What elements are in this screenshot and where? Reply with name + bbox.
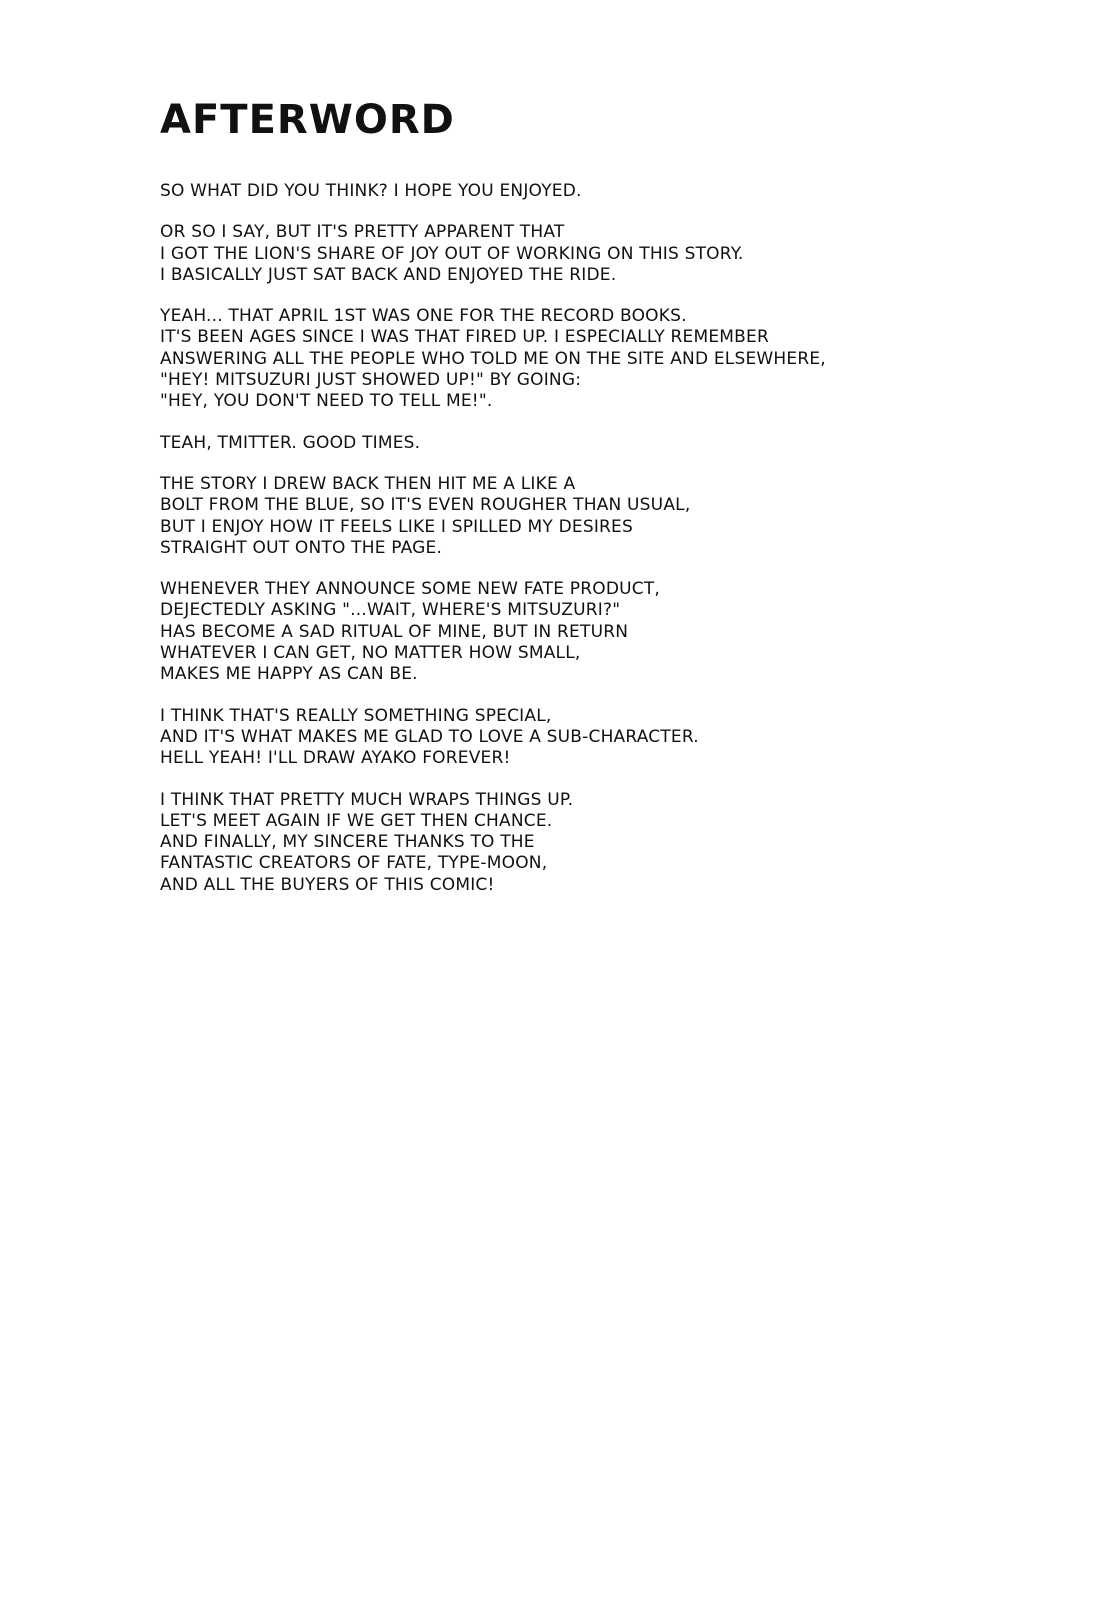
text-line: LET'S MEET AGAIN IF WE GET THEN CHANCE. (160, 810, 553, 831)
text-line: I GOT THE LION'S SHARE OF JOY OUT OF WORKING ON THIS STORY. (160, 243, 744, 264)
text-line: AND FINALLY, MY SINCERE THANKS TO THE (160, 832, 535, 853)
text-line: MAKES ME HAPPY AS CAN BE. (160, 664, 418, 685)
text-line: HAS BECOME A SAD RITUAL OF MINE, BUT IN RETURN (160, 621, 629, 642)
paragraph (160, 433, 1060, 454)
text-line: WHATEVER I CAN GET, NO MATTER HOW SMALL, (160, 643, 581, 664)
text-line: ANSWERING ALL THE PEOPLE WHO TOLD ME ON THE SITE AND ELSEWHERE, (160, 348, 826, 369)
text-line: WHENEVER THEY ANNOUNCE SOME NEW FATE PRODUCT, (160, 579, 661, 600)
text-line: STRAIGHT OUT ONTO THE PAGE. (160, 537, 443, 558)
afterword-body (160, 181, 1060, 916)
text-line: AND IT'S WHAT MAKES ME GLAD TO LOVE A SUB-CHARACTER. (160, 726, 699, 747)
paragraph (160, 790, 1060, 896)
paragraph (160, 181, 1060, 202)
text-line: DEJECTEDLY ASKING "...WAIT, WHERE'S MITSUZURI?" (160, 600, 621, 621)
text-line: HELL YEAH! I'LL DRAW AYAKO FOREVER! (160, 748, 511, 769)
text-line: SO WHAT DID YOU THINK? I HOPE YOU ENJOYED. (160, 181, 582, 201)
paragraph (160, 579, 1060, 685)
text-line: IT'S BEEN AGES SINCE I WAS THAT FIRED UP. I ESPECIALLY REMEMBER (160, 327, 769, 348)
text-line: "HEY, YOU DON'T NEED TO TELL ME!". (160, 391, 493, 412)
paragraph (160, 706, 1060, 770)
text-line: FANTASTIC CREATORS OF FATE, TYPE-MOON, (160, 853, 548, 874)
text-line: TEAH, TMITTER. GOOD TIMES. (160, 432, 421, 453)
text-line: YEAH... THAT APRIL 1ST WAS ONE FOR THE RECORD BOOKS. (160, 306, 687, 327)
paragraph (160, 474, 1060, 559)
text-line: BOLT FROM THE BLUE, SO IT'S EVEN ROUGHER THAN USUAL, (160, 495, 691, 516)
text-line: THE STORY I DREW BACK THEN HIT ME A LIKE A (160, 473, 576, 494)
text-line: OR SO I SAY, BUT IT'S PRETTY APPARENT THAT (160, 222, 565, 243)
text-line: I THINK THAT'S REALLY SOMETHING SPECIAL, (160, 705, 552, 726)
text-line: "HEY! MITSUZURI JUST SHOWED UP!" BY GOING: (160, 370, 582, 391)
text-line: I THINK THAT PRETTY MUCH WRAPS THINGS UP. (160, 789, 574, 810)
page-title: AFTERWORD (160, 97, 455, 143)
text-line: BUT I ENJOY HOW IT FEELS LIKE I SPILLED MY DESIRES (160, 516, 633, 537)
text-line: I BASICALLY JUST SAT BACK AND ENJOYED THE RIDE. (160, 264, 617, 285)
paragraph (160, 306, 1060, 412)
paragraph (160, 222, 1060, 286)
text-line: AND ALL THE BUYERS OF THIS COMIC! (160, 874, 495, 895)
